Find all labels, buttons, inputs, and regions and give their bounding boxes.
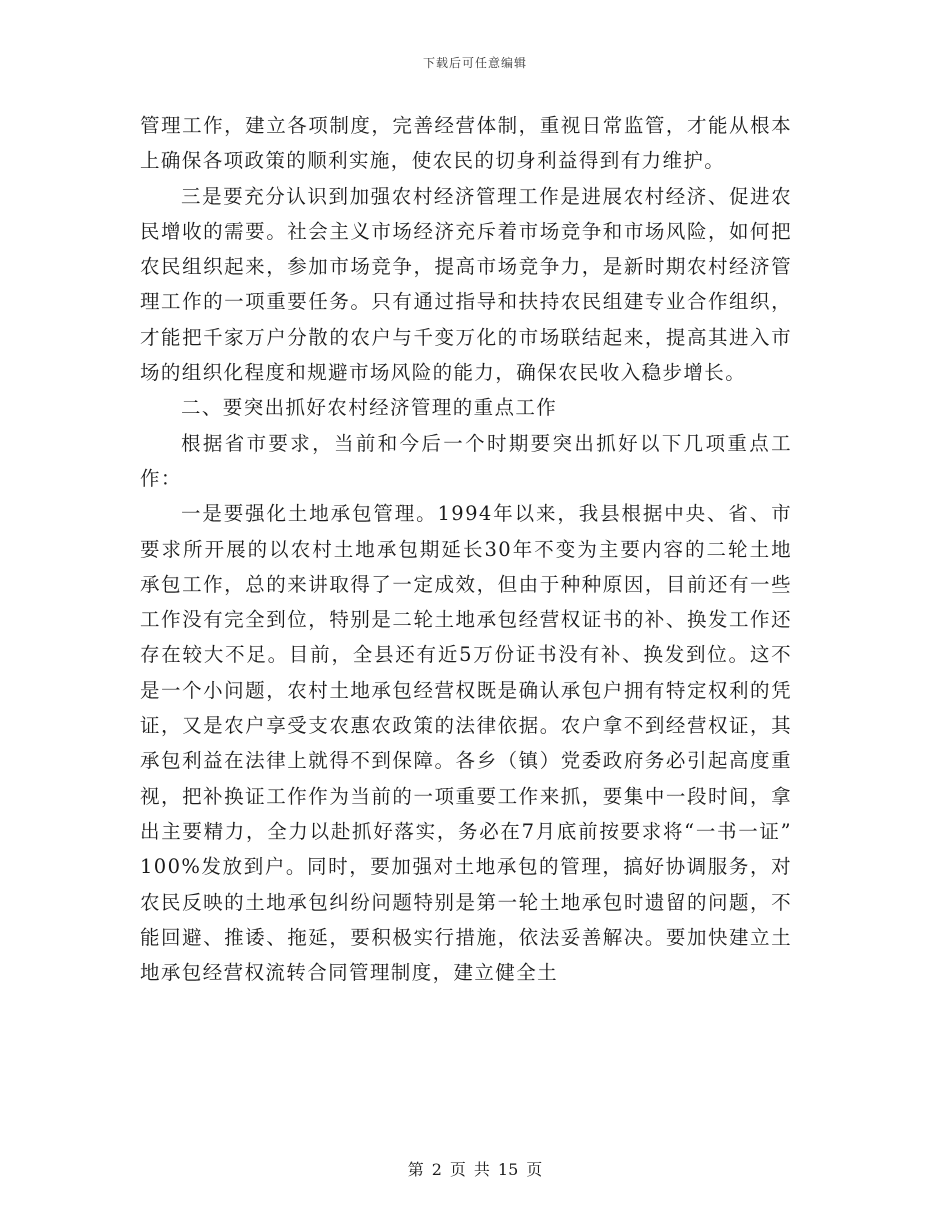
- total-label: 共: [473, 1160, 490, 1179]
- document-body: [140, 108, 792, 990]
- paragraph-4: 一是要强化土地承包管理。1994年以来，我县根据中央、省、市要求所开展的以农村土地承包期延长30年不变为主要内容的二轮土地承包工作，总的来讲取得了一定成效，但由于种种原因，目前还有一些工作没有完全到位，特别是二轮土地承包经营权证书的补、换发工作还存在较大不足。目前，全县还有近5万份证书没有补、换发到位。这不是一个小问题，农村土地承包经营权既是确认承包户拥有特定权利的凭证，又是农户享受支农惠农政策的法律依据。农户拿不到经营权证，其承包利益在法律上就得不到保障。各乡（镇）党委政府务必引起高度重视，把补换证工作作为当前的一项重要工作来抓，要集中一段时间，拿出主要精力，全力以赴抓好落实，务必在7月底前按要求将“一书一证” 100%发放到户。同时，要加强对土地承包的管理，搞好协调服务，对农民反映的土地承包纠纷问题特别是第一轮土地承包时遗留的问题，不能回避、推诿、拖延，要积极实行措施，依法妥善解决。要加快建立土地承包经营权流转合同管理制度，建立健全土: [140, 502, 792, 985]
- paragraph-3: 根据省市要求，当前和今后一个时期要突出抓好以下几项重点工作：: [140, 431, 792, 490]
- page-footer: [0, 1157, 950, 1180]
- page-header: 下载后可任意编辑: [422, 56, 527, 70]
- page-number: 2: [431, 1160, 442, 1179]
- total-pages: 15: [497, 1160, 519, 1179]
- page-label: 第: [407, 1160, 424, 1179]
- total-unit: 页: [526, 1160, 543, 1179]
- section-heading: 二、要突出抓好农村经济管理的重点工作: [181, 396, 558, 420]
- page-unit: 页: [449, 1160, 466, 1179]
- paragraph-1: 管理工作，建立各项制度，完善经营体制，重视日常监管，才能从根本上确保各项政策的顺利实施，使农民的切身利益得到有力维护。: [140, 114, 792, 173]
- paragraph-2: 三是要充分认识到加强农村经济管理工作是进展农村经济、促进农民增收的需要。社会主义市场经济充斥着市场竞争和市场风险，如何把农民组织起来，参加市场竞争，提高市场竞争力，是新时期农村经济管理工作的一项重要任务。只有通过指导和扶持农民组建专业合作组织，才能把千家万户分散的农户与千变万化的市场联结起来，提高其进入市场的组织化程度和规避市场风险的能力，确保农民收入稳步增长。: [140, 184, 792, 385]
